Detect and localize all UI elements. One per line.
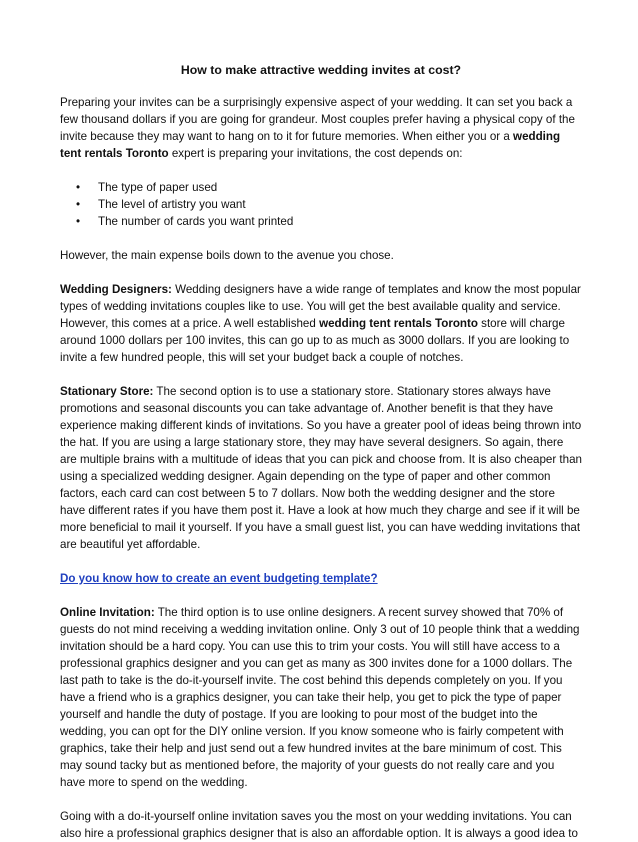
online-text: The third option is to use online designers. A recent survey showed that 70% of guests do not mind receiving a wedding invitation online. Only 3 out of 10 people think that a wedding invitation should be a hard copy. You can use this to trim your costs. You will still have access to a professional graphics designer and you can get as many as 300 invites done for a 1000 dollars. The last path to take is the do-it-yourself invite. The cost behind this depends completely on you. If you have a friend who is a graphics designer, you can take their help, you get to pick the type of paper yourself and handle the duty of postage. If you are looking to pour most of the budget into the wedding, you can opt for the DIY online version. If you know someone who is fairly competent with graphics, take their help and just send out a few hundred invites at the bare minimum of cost. This may sound tacky but as mentioned before, the majority of your guests do not really care and you have more to spend on the wedding. xyxy=(60,606,580,789)
stationary-text: The second option is to use a stationary store. Stationary stores always have promotions and seasonal discounts you can take advantage of. Another benefit is that they have experience making different kinds of invitations. So you have a greater pool of ideas being thrown into the hat. If you are using a large stationary store, they may have several designers. So again, there are multiple brains with a multitude of ideas that you can pick and choose from. It is also cheaper than using a specialized wedding designer. Again depending on the type of paper and other common factors, each card can cost between 5 to 7 dollars. Now both the wedding designer and the store have different rates if you have them post it. Have a look at how much they charge and see if it will be more beneficial to mail it yourself. If you have a small guest list, you can have wedding invitations that are beautiful yet affordable. xyxy=(60,385,583,551)
budget-link-paragraph xyxy=(60,570,582,587)
cost-factors-list xyxy=(60,179,582,230)
designers-text-2: store will charge around 1000 dollars per 100 invites, this can go up to as much as 3000 dollars. If you are looking to invite a few hundred people, this will set your budget back a couple of notches. xyxy=(60,317,570,364)
list-item: • The type of paper used xyxy=(98,179,582,196)
designers-bold-keyword: wedding tent rentals Toronto xyxy=(319,317,478,330)
intro-bold-keyword: wedding tent rentals Toronto xyxy=(60,130,561,160)
intro-text-1: Preparing your invites can be a surprisingly expensive aspect of your wedding. It can set you back a few thousand dollars if you are going for grandeur. Most couples prefer having a physical copy of the invite because they may want to hang on to it for future memories. When either you or a xyxy=(60,96,575,143)
stationary-paragraph xyxy=(60,383,582,553)
document-title: How to make attractive wedding invites at cost? xyxy=(180,63,462,77)
intro-text-2: expert is preparing your invitations, the cost depends on: xyxy=(168,147,463,160)
stationary-heading: Stationary Store: xyxy=(60,385,154,398)
designers-heading: Wedding Designers: xyxy=(60,283,172,296)
designers-paragraph xyxy=(60,281,582,366)
intro-paragraph xyxy=(60,94,582,162)
list-item: • The number of cards you want printed xyxy=(98,213,582,230)
online-heading: Online Invitation: xyxy=(60,606,155,619)
online-paragraph xyxy=(60,604,582,791)
budget-template-link[interactable]: Do you know how to create an event budgeting template? xyxy=(60,572,378,585)
closing-paragraph: Going with a do-it-yourself online invitation saves you the most on your wedding invitations. You can also hire a professional graphics designer that is also an affordable option. It is always a good idea to xyxy=(60,810,578,840)
list-item: • The level of artistry you want xyxy=(98,196,582,213)
expense-paragraph: However, the main expense boils down to the avenue you chose. xyxy=(60,249,394,262)
designers-text-1: Wedding designers have a wide range of templates and know the most popular types of wedding invitations couples like to use. You will get the best available quality and service. However, this comes at a price. A well established xyxy=(60,283,581,330)
